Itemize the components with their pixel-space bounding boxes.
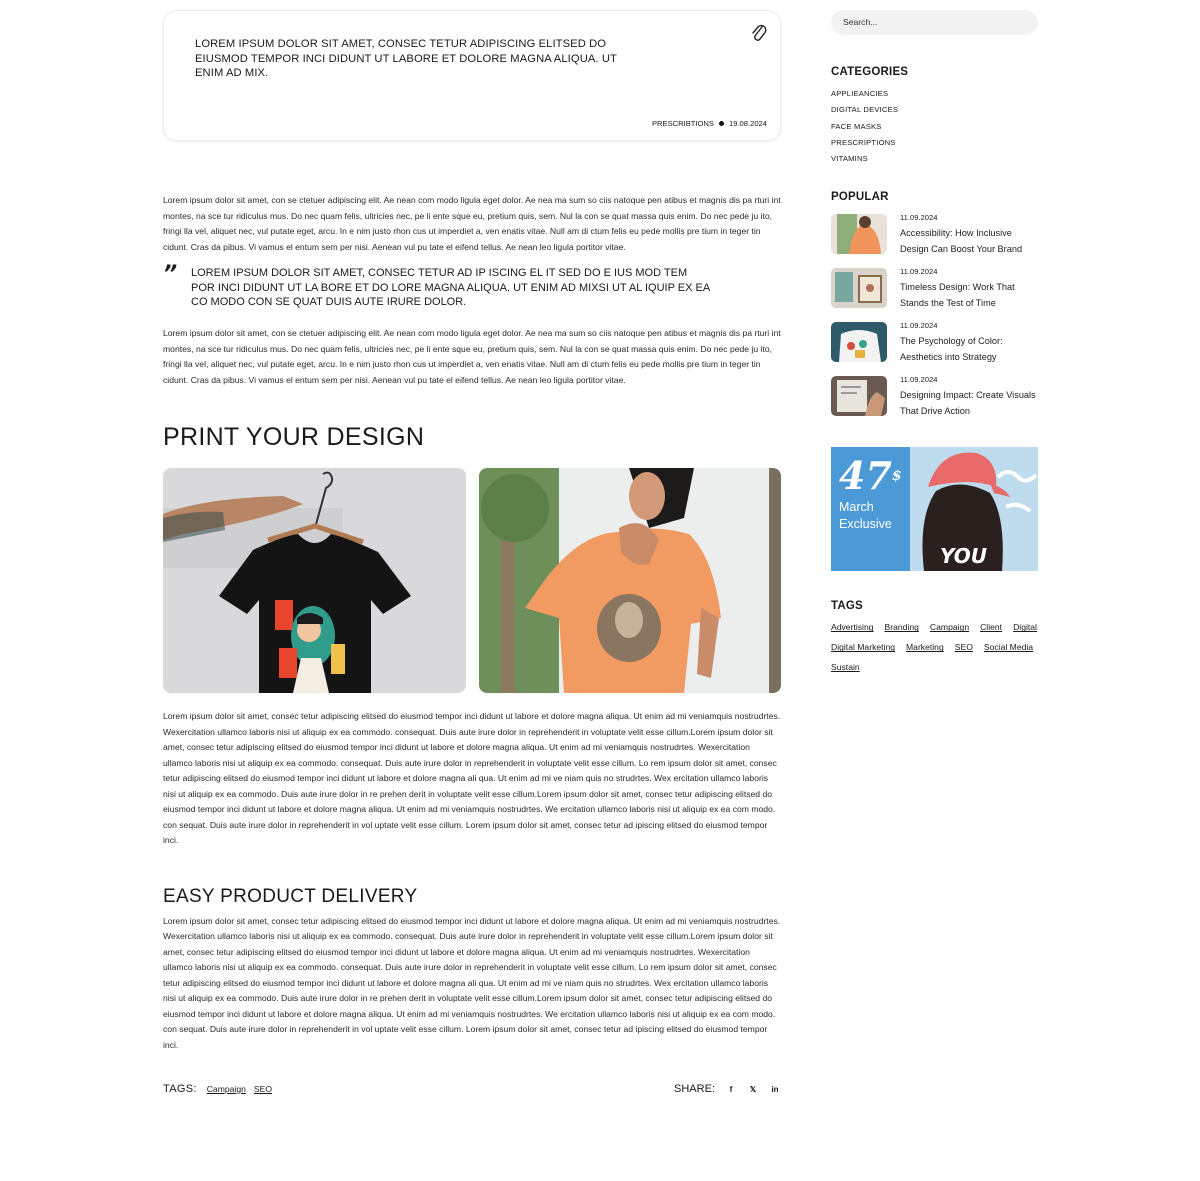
promo-text — [839, 499, 892, 533]
category-item[interactable]: FACE MASKS — [831, 121, 882, 131]
article-paragraph: Lorem ipsum dolor sit amet, consec tetur adipiscing elitsed do eiusmod tempor inci didunt ut labore et dolore magna aliqua. Ut enim ad mi veniamquis nostrudrtes. Wexercitation ullamco laboris nisi ut aliquip ex ea commodo. consequat. Duis aute irure dolor in reprehenderit in voluptate velit esse cillum.Lorem ipsum dolor sit amet, consec tetur adipiscing elitsed do eiusmod tempor inci didunt ut labore et dolore magna aliqua. Ut enim ad mi veniamquis nostrudrtes. Wexercitation ullamco laboris nisi ut aliquip ex ea commodo. consequat. Duis aute irure dolor in reprehenderit in voluptate velit esse cillum. Lo rem ipsum dolor sit amet, consec tetur adipiscing elitsed do eiusmod tempor inci didunt ut labore et dolore magna ali qua. Ut enim ad mi ve niam quis no strudrtes. Wex ercitation ullamco laboris nisi ut aliquip ex ea commodo. Duis aute irure dolor in re prehen derit in voluptate velit esse cillum.Lorem ipsum dolor sit amet, consec tetur adipiscing elitsed do eiusmod tempor inci didunt ut labore et dolore magna aliqua. Ut enim ad mi veniamquis nostrudrtes. We ercitation ullamco laboris nisi ut aliquip ex ea com modo. con sequat. Duis aute irure dolor in reprehenderit in vol uptate velit esse cillum. Lorem ipsum dolor sit amet, consec tetur ad ipiscing elitsed do eiusmod tempor inci. — [163, 711, 781, 845]
tags-title: TAGS — [831, 600, 863, 613]
tag-link[interactable]: SEO — [253, 1084, 273, 1094]
category-item[interactable]: VITAMINS — [831, 154, 868, 164]
tag-link[interactable]: Digital — [1013, 622, 1037, 633]
popular-post-text — [900, 214, 1038, 268]
quote-card-category[interactable]: PRESCRIBTIONS — [651, 119, 714, 128]
quote-card-text: LOREM IPSUM DOLOR SIT AMET, CONSEC TETUR ADIPISCING ELITSED DO EIUSMOD TEMPOR INCI DIDUNT UT LABORE ET DOLORE MAGNA ALIQUA. UT ENIM AD MIX. — [195, 38, 617, 79]
promo-illustration — [910, 447, 1038, 571]
article-tags — [163, 1083, 272, 1095]
categories-title: CATEGORIES — [831, 66, 909, 78]
category-item[interactable]: PRESCRIPTIONS — [831, 137, 896, 147]
post-title[interactable]: Accessibility: How Inclusive Design Can Boost Your Brand — [900, 228, 1023, 254]
post-title[interactable]: Designing Impact: Create Visuals That Drive Action — [900, 390, 1036, 416]
popular-post[interactable] — [831, 322, 1038, 376]
tag-link[interactable]: Digital Marketing — [831, 642, 895, 653]
tags-label: TAGS: — [163, 1083, 197, 1095]
sidebar — [831, 10, 1038, 674]
tag-link[interactable]: Advertising — [831, 622, 874, 633]
post-title[interactable]: Timeless Design: Work That Stands the Test of Time — [900, 282, 1015, 308]
black-tshirt-image[interactable] — [163, 468, 466, 693]
article-paragraph: Lorem ipsum dolor sit amet, con se ctetuer adipiscing elit. Ae nean com modo ligula eget dolor. Ae nea ma sum so ciis natoque pen atibus et magnis dis pa rturi int montes, na sce tur ridiculus mus. Do nec quam felis, ultricies nec, pe li ente sque eu, pretium quis, sem. Nul la con se quat massa quis enim. Do nec pede ju ito, fringi lla vel, aliquet nec, vul putate eget, arcu. In e nim justo rhon cus ut imperdiet a, ven enatis vitae. Null am di ctum felis eu pede mollis pre tium in teger tin cidunt. Cras da pibus. Vi vamus el entum sem per nisi. Aenean vul pu tate el eifend tellus. Ae nean leo ligula portitor vitae. — [163, 195, 781, 252]
paperclip-icon[interactable] — [750, 23, 768, 43]
popular-post-text — [900, 376, 1038, 430]
promo-art-text: YOU — [940, 544, 988, 569]
linkedin-icon[interactable]: in — [771, 1084, 779, 1094]
popular-post[interactable] — [831, 376, 1038, 430]
tag-link[interactable]: Social Media — [983, 642, 1034, 653]
quote-card — [163, 10, 781, 141]
tag-link[interactable]: Client — [980, 622, 1003, 633]
blockquote — [163, 262, 781, 316]
post-date: 11.09.2024 — [900, 375, 938, 385]
orange-tshirt-image[interactable] — [479, 468, 782, 693]
promo-banner[interactable] — [831, 447, 1038, 571]
promo-price — [839, 453, 902, 499]
post-date: 11.09.2024 — [900, 213, 938, 223]
article-footer — [163, 1082, 781, 1096]
post-thumbnail[interactable] — [831, 322, 887, 362]
tag-link[interactable]: Campaign — [206, 1084, 246, 1094]
post-thumbnail[interactable] — [831, 268, 887, 308]
share-bar — [674, 1083, 781, 1095]
quote-card-meta — [652, 119, 767, 128]
promo-line: Exclusive — [839, 517, 892, 532]
category-item[interactable]: APPLIEANCIES — [831, 89, 889, 98]
tag-link[interactable]: Campaign — [929, 622, 970, 633]
tag-link[interactable]: SEO — [954, 642, 973, 653]
x-twitter-icon[interactable]: 𝕏 — [749, 1084, 757, 1094]
image-gallery — [163, 468, 781, 693]
post-title[interactable]: The Psychology of Color: Aesthetics into Strategy — [900, 336, 1003, 362]
category-list — [831, 86, 1038, 167]
popular-list — [831, 214, 1038, 430]
tag-link[interactable]: Branding — [884, 622, 919, 633]
article-paragraph: Lorem ipsum dolor sit amet, con se ctetuer adipiscing elit. Ae nean com modo ligula eget dolor. Ae nea ma sum so ciis natoque pen atibus et magnis dis pa rturi int montes, na sce tur ridiculus mus. Do nec quam felis, ultricies nec, pe li ente sque eu, pretium quis, sem. Nul la con se quat massa quis enim. Do nec pede ju ito, fringi lla vel, aliquet nec, vul putate eget, arcu. In e nim justo rhon cus ut imperdiet a, ven enatis vitae. Null am di ctum felis eu pede mollis pre tium in teger tin cidunt. Cras da pibus. Vi vamus el entum sem per nisi. Aenean vul pu tate el eifend tellus. Ae nean leo ligula portitor vitae. — [163, 328, 781, 385]
post-thumbnail[interactable] — [831, 376, 887, 416]
category-item[interactable]: DIGITAL DEVICES — [831, 105, 899, 115]
quote-mark-icon: ” — [163, 262, 178, 287]
section-heading: PRINT YOUR DESIGN — [163, 423, 425, 451]
tag-link[interactable]: Marketing — [906, 642, 944, 653]
section-heading: EASY PRODUCT DELIVERY — [163, 885, 418, 907]
search-input[interactable]: Search... — [831, 10, 1038, 35]
popular-post[interactable] — [831, 214, 1038, 268]
facebook-icon[interactable]: f — [729, 1084, 733, 1094]
tag-cloud — [831, 621, 1038, 674]
tag-link[interactable]: Sustain — [831, 662, 860, 673]
post-date: 11.09.2024 — [900, 321, 938, 331]
main-content — [163, 10, 781, 1096]
popular-post-text — [900, 268, 1038, 322]
separator-dot — [719, 121, 724, 126]
article-paragraph: Lorem ipsum dolor sit amet, consec tetur adipiscing elitsed do eiusmod tempor inci didunt ut labore et dolore magna aliqua. Ut enim ad mi veniamquis nostrudrtes. Wexercitation ullamco laboris nisi ut aliquip ex ea commodo. consequat. Duis aute irure dolor in reprehenderit in voluptate velit esse cillum.Lorem ipsum dolor sit amet, consec tetur adipiscing elitsed do eiusmod tempor inci didunt ut labore et dolore magna aliqua. Ut enim ad mi veniamquis nostrudrtes. Wexercitation ullamco laboris nisi ut aliquip ex ea commodo. consequat. Duis aute irure dolor in reprehenderit in voluptate velit esse cillum. Lo rem ipsum dolor sit amet, consec tetur adipiscing elitsed do eiusmod tempor inci didunt ut labore et dolore magna ali qua. Ut enim ad mi ve niam quis no strudrtes. Wex ercitation ullamco laboris nisi ut aliquip ex ea commodo. Duis aute irure dolor in re prehen derit in voluptate velit esse cillum.Lorem ipsum dolor sit amet, consec tetur adipiscing elitsed do eiusmod tempor inci didunt ut labore et dolore magna aliqua. Ut enim ad mi veniamquis nostrudrtes. We ercitation ullamco laboris nisi ut aliquip ex ea com modo. con sequat. Duis aute irure dolor in reprehenderit in vol uptate velit esse cillum. Lorem ipsum dolor sit amet, consec tetur ad ipiscing elitsed do eiusmod tempor inci. — [163, 915, 781, 1050]
post-date: 11.09.2024 — [900, 267, 938, 277]
blockquote-text: LOREM IPSUM DOLOR SIT AMET, CONSEC TETUR AD IP ISCING EL IT SED DO E IUS MOD TEM POR INCI DIDUNT UT LA BORE ET DO LORE MAGNA ALIQUA. UT ENIM AD MIXSI UT AL IQUIP EX EA CO MODO CON SE QUAT DUIS AUTE IRURE DOLOR. — [191, 267, 710, 309]
popular-title: POPULAR — [831, 191, 889, 204]
promo-line: March — [839, 500, 874, 515]
promo-banner-label — [831, 447, 910, 571]
popular-post[interactable] — [831, 268, 1038, 322]
quote-card-date: 19.08.2024 — [728, 119, 767, 128]
promo-currency: $ — [891, 468, 902, 485]
post-thumbnail[interactable] — [831, 214, 887, 254]
popular-post-text — [900, 322, 1038, 376]
promo-number: 47 — [839, 453, 892, 499]
share-label: SHARE: — [674, 1083, 715, 1095]
